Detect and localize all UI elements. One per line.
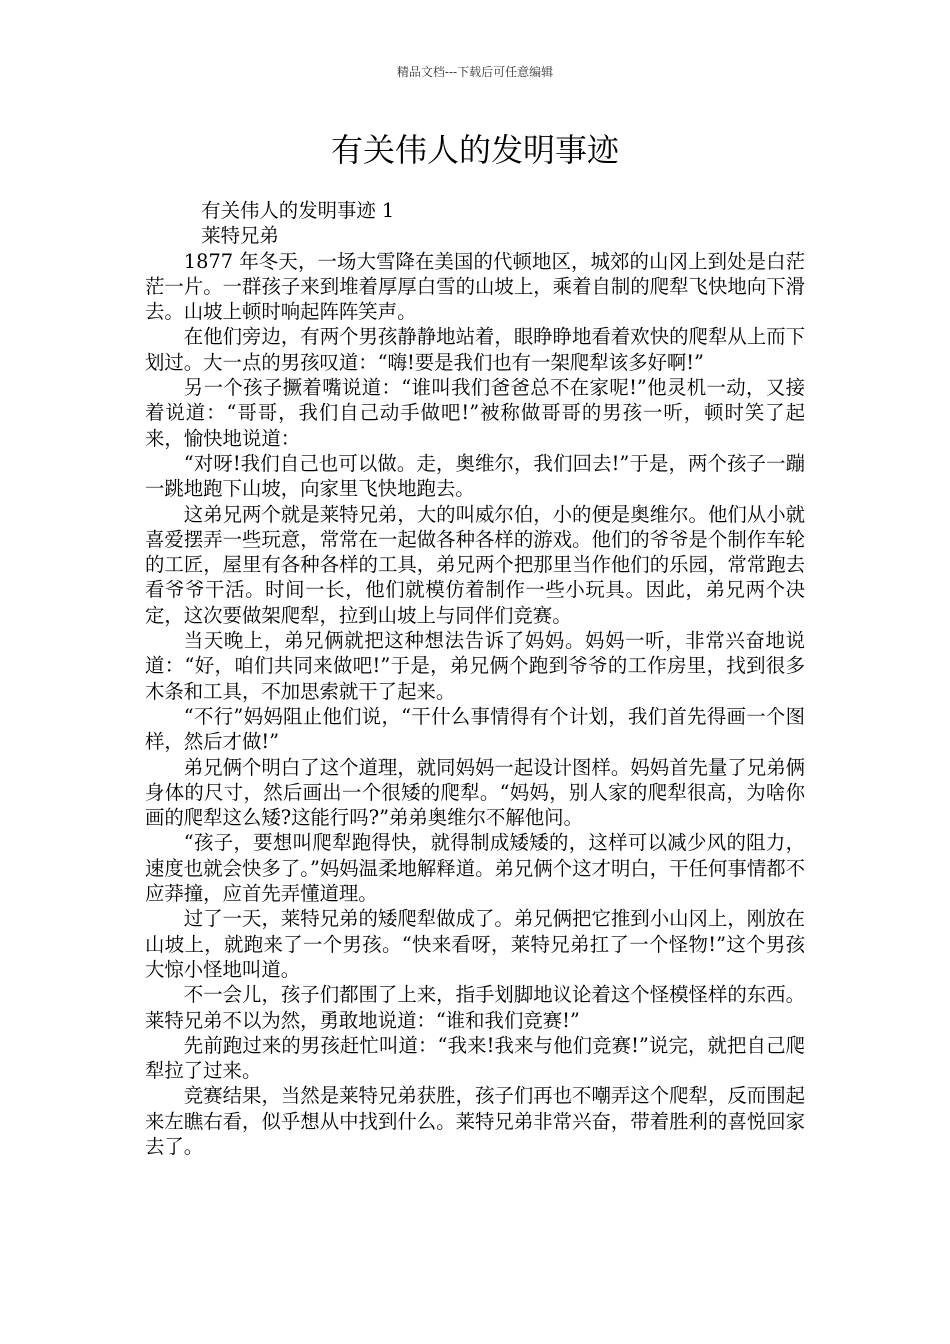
body-paragraph: 竞赛结果，当然是莱特兄弟获胜，孩子们再也不嘲弄这个爬犁，反而围起来左瞧右看，似乎想从中找到什么。莱特兄弟非常兴奋，带着胜利的喜悦回家去了。 (145, 1084, 805, 1158)
body-paragraph: “对呀!我们自己也可以做。走，奥维尔，我们回去!”于是，两个孩子一蹦一跳地跑下山坡，向家里飞快地跑去。 (145, 451, 805, 501)
body-paragraph: “不行”妈妈阻止他们说，“干什么事情得有个计划，我们首先得画一个图样，然后才做!” (145, 704, 805, 754)
body-paragraph: 在他们旁边，有两个男孩静静地站着，眼睁睁地看着欢快的爬犁从上而下划过。大一点的男孩叹道：“嗨!要是我们也有一架爬犁该多好啊!” (145, 325, 805, 374)
body-paragraph: 过了一天，莱特兄弟的矮爬犁做成了。弟兄俩把它推到小山冈上，刚放在山坡上，就跑来了一个男孩。“快来看呀，莱特兄弟扛了一个怪物!”这个男孩大惊小怪地叫道。 (145, 907, 805, 981)
body-paragraph: 弟兄俩个明白了这个道理，就同妈妈一起设计图样。妈妈首先量了兄弟俩身体的尺寸，然后画出一个很矮的爬犁。“妈妈，别人家的爬犁很高，为啥你画的爬犁这么矮?这能行吗?”弟弟奥维尔不解他问。 (145, 755, 805, 830)
section-subheading: 莱特兄弟 (201, 224, 279, 248)
document-title: 有关伟人的发明事迹 (330, 131, 619, 169)
body-paragraph: 当天晚上，弟兄俩就把这种想法告诉了妈妈。妈妈一听，非常兴奋地说道：“好，咱们共同来做吧!”于是，弟兄俩个跑到爷爷的工作房里，找到很多木条和工具，不加思索就干了起来。 (145, 629, 805, 703)
body-paragraph: 1877 年冬天，一场大雪降在美国的代顿地区，城郊的山冈上到处是白茫茫一片。一群孩子来到堆着厚厚白雪的山坡上，乘着自制的爬犁飞快地向下滑去。山坡上顿时响起阵阵笑声。 (145, 249, 805, 324)
section-heading: 有关伟人的发明事迹 1 (201, 199, 395, 222)
body-paragraph: 另一个孩子撅着嘴说道：“谁叫我们爸爸总不在家呢!”他灵机一动，又接着说道：“哥哥，我们自己动手做吧!”被称做哥哥的男孩一听，顿时笑了起来，愉快地说道： (145, 376, 805, 450)
body-paragraph: “孩子，要想叫爬犁跑得快，就得制成矮矮的，这样可以减少风的阻力，速度也就会快多了。”妈妈温柔地解释道。弟兄俩个这才明白，干任何事情都不应莽撞，应首先弄懂道理。 (145, 831, 805, 906)
page-header-note: 精品文档---下载后可任意编辑 (396, 65, 554, 79)
body-paragraph: 这弟兄两个就是莱特兄弟，大的叫威尔伯，小的便是奥维尔。他们从小就喜爱摆弄一些玩意，常常在一起做各种各样的游戏。他们的爷爷是个制作车轮的工匠，屋里有各种各样的工具，弟兄两个把那里当作他们的乐园，常常跑去看爷爷干活。时间一长，他们就模仿着制作一些小玩具。因此，弟兄两个决定，这次要做架爬犁，拉到山坡上与同伴们竞赛。 (145, 502, 805, 627)
document-body (145, 198, 805, 1159)
body-paragraph: 先前跑过来的男孩赶忙叫道：“我来!我来与他们竞赛!”说完，就把自己爬犁拉了过来。 (145, 1033, 805, 1083)
body-paragraph: 不一会儿，孩子们都围了上来，指手划脚地议论着这个怪模怪样的东西。莱特兄弟不以为然，勇敢地说道：“谁和我们竞赛!” (145, 983, 805, 1032)
